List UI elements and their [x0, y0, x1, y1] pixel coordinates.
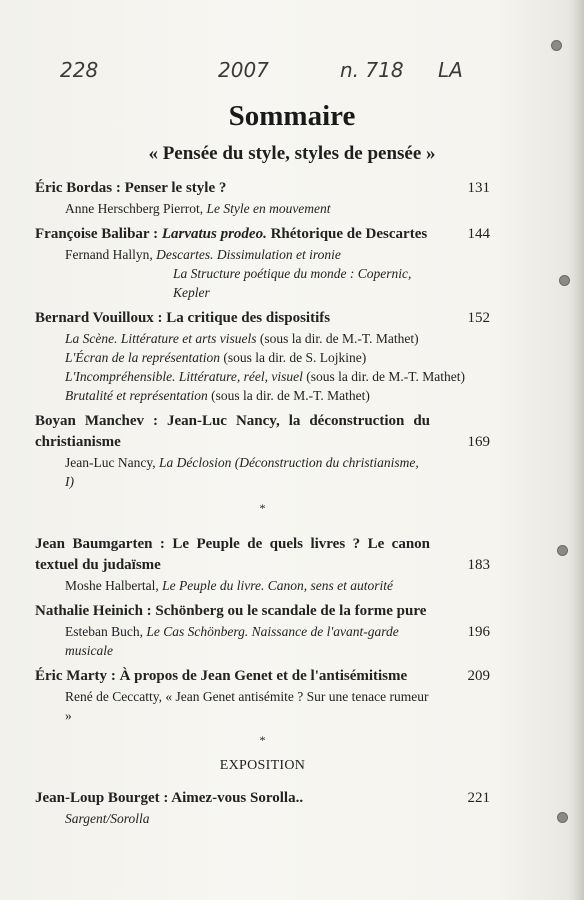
entry-author: Boyan Manchev — [35, 413, 144, 429]
entry-page-number: 209 — [467, 668, 490, 684]
entry-title: Penser le style ? — [124, 180, 227, 196]
entry-reviewed-work — [65, 576, 490, 595]
handwritten-issue: n. 718 — [340, 58, 404, 82]
entry-title: Jean-Luc Nancy, la déconstruction du christianisme — [35, 413, 430, 450]
entry-author: Nathalie Heinich — [35, 603, 143, 619]
binding-hole — [557, 545, 568, 556]
entry-title: À propos de Jean Genet et de l'antisémitisme — [119, 668, 408, 684]
separator-star: * — [259, 501, 266, 515]
entry-author: Françoise Balibar — [35, 226, 150, 242]
reviewed-author: Fernand Hallyn, — [65, 247, 153, 262]
page-edge — [572, 0, 584, 900]
entry-title: Aimez-vous Sorolla.. — [171, 790, 304, 806]
reviewed-title: Le Style en mouvement — [206, 201, 331, 216]
entry-heading: Bernard Vouilloux : La critique des dispositifs 152 — [35, 308, 490, 329]
entry-page-number: 221 — [467, 790, 490, 806]
entry-reviewed-work — [65, 329, 490, 405]
entry-title: Rhétorique de Descartes — [270, 226, 428, 242]
page-title: Sommaire — [228, 100, 356, 132]
reviewed-title: Le Cas Schönberg. Naissance de l'avant-garde musicale — [65, 624, 399, 658]
reviewed-title: Sargent/Sorolla — [65, 811, 150, 826]
reviewed-title: L'Incompréhensible. Littérature, réel, visuel — [65, 369, 303, 384]
toc-entry — [35, 308, 490, 405]
reviewed-editor: (sous la dir. de M.-T. Mathet) — [259, 331, 419, 346]
entry-author: Jean-Loup Bourget — [35, 790, 160, 806]
reviewed-editor: (sous la dir. de S. Lojkine) — [223, 350, 367, 365]
entry-reviewed-work — [65, 245, 490, 302]
binding-hole — [557, 812, 568, 823]
entry-reviewed-work — [65, 453, 490, 491]
reviewed-editor: (sous la dir. de M.-T. Mathet) — [211, 388, 370, 403]
reviewed-author: Anne Herschberg Pierrot, — [65, 201, 204, 216]
entry-heading: Jean Baumgarten : Le Peuple de quels livres ? Le canon textuel du judaïsme 183 — [35, 534, 490, 576]
entry-page-number: 183 — [467, 557, 490, 573]
table-of-contents — [35, 178, 490, 828]
entry-page-number: 152 — [467, 310, 490, 326]
toc-entry — [35, 666, 490, 725]
entry-heading: Françoise Balibar : Larvatus prodeo. Rhétorique de Descartes 144 — [35, 224, 490, 245]
entry-title-italic: Larvatus prodeo. — [161, 226, 267, 242]
entry-page-number: 144 — [467, 226, 490, 242]
reviewed-author: Moshe Halbertal, — [65, 578, 159, 593]
entry-page-number: 196 — [467, 624, 490, 640]
toc-entry — [35, 224, 490, 302]
binding-hole — [551, 40, 562, 51]
entry-heading: Nathalie Heinich : Schönberg ou le scandale de la forme pure 196 — [35, 601, 490, 622]
reviewed-item — [65, 386, 480, 405]
entry-reviewed-work — [65, 687, 490, 725]
toc-entry — [35, 534, 490, 595]
reviewed-author: René de Ceccatty, — [65, 689, 162, 704]
binding-hole — [559, 275, 570, 286]
entry-author: Jean Baumgarten — [35, 536, 153, 552]
entry-page-number: 131 — [467, 180, 490, 196]
entry-reviewed-work — [65, 809, 490, 828]
entry-page-number: 169 — [467, 434, 490, 450]
entry-heading: Éric Marty : À propos de Jean Genet et de l'antisémitisme 209 — [35, 666, 490, 687]
entry-author: Éric Bordas — [35, 180, 113, 196]
reviewed-author: Jean-Luc Nancy, — [65, 455, 156, 470]
entry-author: Éric Marty — [35, 668, 108, 684]
entry-reviewed-work — [65, 199, 490, 218]
entry-heading: Éric Bordas : Penser le style ? 131 — [35, 178, 490, 199]
toc-entry — [35, 601, 490, 660]
section-heading: EXPOSITION — [219, 758, 306, 773]
reviewed-editor: (sous la dir. de M.-T. Mathet) — [306, 369, 465, 384]
reviewed-author: Esteban Buch, — [65, 624, 143, 639]
reviewed-item — [65, 367, 480, 386]
entry-heading: Jean-Loup Bourget : Aimez-vous Sorolla.. 221 — [35, 788, 490, 809]
reviewed-title: La Scène. Littérature et arts visuels — [65, 331, 257, 346]
entry-title: Schönberg ou le scandale de la forme pure — [155, 603, 427, 619]
handwritten-initials: LA — [438, 58, 463, 82]
separator-star: * — [259, 733, 266, 747]
entry-heading: Boyan Manchev : Jean-Luc Nancy, la déconstruction du christianisme 169 — [35, 411, 490, 453]
entry-author: Bernard Vouilloux — [35, 310, 154, 326]
reviewed-title: La Déclosion (Déconstruction du christianisme, I) — [65, 455, 419, 489]
toc-entry — [35, 411, 490, 491]
reviewed-title: Brutalité et représentation — [65, 388, 208, 403]
toc-entry — [35, 788, 490, 828]
reviewed-title: Le Peuple du livre. Canon, sens et autorité — [162, 578, 393, 593]
entry-reviewed-work — [65, 622, 490, 660]
handwritten-year: 2007 — [218, 58, 269, 82]
reviewed-title: La Structure poétique du monde : Copernic, Kepler — [173, 266, 412, 300]
entry-title: Le Peuple de quels livres ? Le canon textuel du judaïsme — [35, 536, 431, 573]
handwritten-notes — [0, 58, 584, 88]
reviewed-title: Descartes. Dissimulation et ironie — [156, 247, 341, 262]
handwritten-number: 228 — [60, 58, 99, 82]
reviewed-title: « Jean Genet antisémite ? Sur une tenace rumeur » — [65, 689, 429, 723]
reviewed-item — [65, 348, 480, 367]
entry-title: La critique des dispositifs — [166, 310, 331, 326]
reviewed-item — [65, 329, 480, 348]
reviewed-title: L'Écran de la représentation — [65, 350, 220, 365]
toc-entry — [35, 178, 490, 218]
page-subtitle: « Pensée du style, styles de pensée » — [148, 143, 436, 164]
